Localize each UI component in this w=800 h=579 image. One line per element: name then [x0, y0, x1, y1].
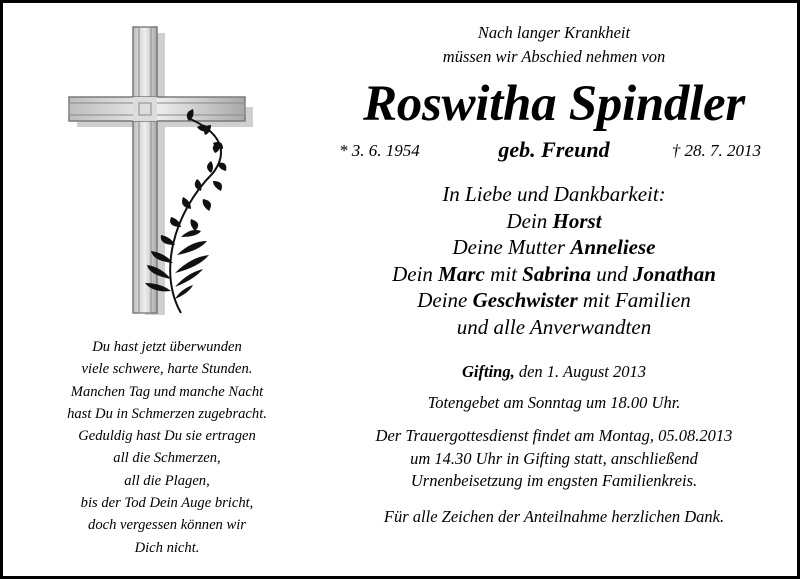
poem-line: bis der Tod Dein Auge bricht,	[80, 495, 254, 512]
mourner-name: Geschwister	[472, 288, 578, 312]
announcement	[319, 21, 789, 528]
poem-line: all die Schmerzen,	[113, 450, 221, 467]
thanks-note: Für alle Zeichen der Anteilnahme herzlichen Dank.	[383, 506, 725, 526]
place: Gifting,	[462, 362, 515, 381]
poem-line: all die Plagen,	[124, 472, 210, 489]
maiden-name: geb. Freund	[498, 137, 610, 162]
mourner-line	[319, 287, 789, 314]
life-dates	[319, 135, 789, 165]
mourner-name: Horst	[552, 208, 602, 233]
poem-line: Du hast jetzt überwunden	[92, 339, 242, 355]
cross-illustration	[63, 23, 263, 323]
text: und	[591, 261, 634, 286]
service-line: um 14.30 Uhr in Gifting statt, anschließend	[410, 448, 698, 468]
text: Deine	[417, 288, 473, 312]
mourner-name: Jonathan	[633, 261, 716, 286]
poem-line: Manchen Tag und manche Nacht	[70, 383, 264, 400]
service-line: Urnenbeisetzung im engsten Familienkreis.	[410, 471, 698, 490]
intro-text	[319, 21, 789, 69]
service-line: Der Trauergottesdienst findet am Montag, 05.08.2013	[375, 426, 733, 445]
date: den 1. August 2013	[514, 362, 646, 381]
mourners-heading: In Liebe und Dankbarkeit:	[442, 182, 666, 206]
deceased-name: Roswitha Spindler	[363, 76, 745, 132]
birth-date: * 3. 6. 1954	[339, 141, 420, 160]
mourner-line: und alle Anverwandten	[456, 314, 652, 339]
poem-line: viele schwere, harte Stunden.	[81, 361, 253, 378]
cross-with-palm-icon	[63, 23, 263, 323]
prayer-notice: Totengebet am Sonntag um 18.00 Uhr.	[427, 393, 681, 412]
text: Dein	[392, 261, 439, 286]
poem-line: doch vergessen können wir	[88, 517, 246, 534]
mourners-list	[319, 181, 789, 340]
intro-line: Nach langer Krankheit	[477, 23, 631, 42]
poem-line: hast Du in Schmerzen zugebracht.	[67, 405, 267, 422]
text: mit Familien	[577, 288, 691, 312]
text: Deine Mutter	[452, 235, 571, 259]
mourner-name: Marc	[438, 261, 485, 286]
mourner-line	[319, 234, 789, 261]
mourner-line	[319, 208, 789, 235]
mourner-name: Sabrina	[522, 261, 592, 286]
death-date: † 28. 7. 2013	[671, 141, 761, 160]
poem-line: Dich nicht.	[134, 539, 200, 556]
poem-line: Geduldig hast Du sie ertragen	[78, 428, 256, 445]
text: Dein	[506, 208, 553, 233]
poem	[17, 336, 317, 559]
intro-line: müssen wir Abschied nehmen von	[442, 47, 666, 66]
text: mit	[484, 261, 523, 286]
mourner-line	[319, 261, 789, 288]
mourner-name: Anneliese	[570, 235, 656, 259]
service-notice	[319, 425, 789, 493]
place-date	[319, 361, 789, 383]
